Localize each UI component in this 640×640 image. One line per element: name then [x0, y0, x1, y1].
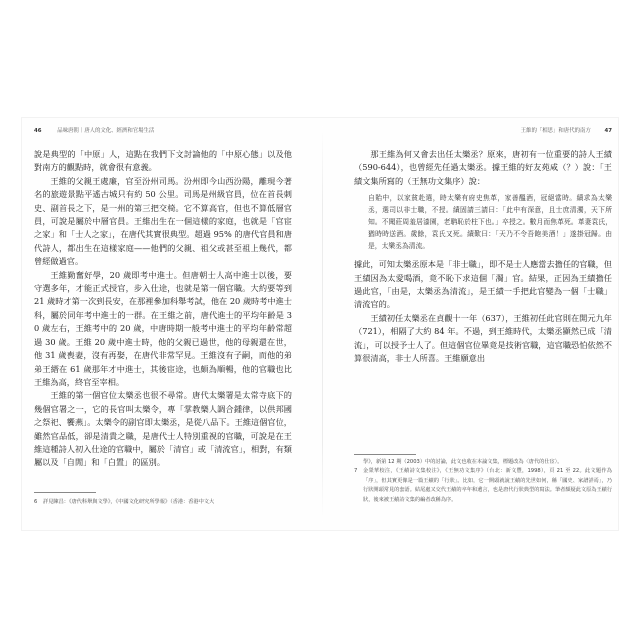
footnote-continued	[354, 458, 612, 467]
right-running-title: 王維的「相思」和唐代的南方	[520, 128, 591, 134]
footnote-text: 金榮華校注，《王績詩文集校注》，《王無功文集序》（台北：新文豐，1998），頁 21 至 22。此文題作為「序」，但其實更像是一篇王績的「行狀」。比如，它一開頭就說王績的先世如何，稱「國史、家譜詳焉」，乃行狀開頭常見的套語。結尾處又交代王績的卒年和遺言，也是唐代行狀典型的寫法。筆者頗疑此文原為王績行狀，後來被王績詩文集的編者改稱為序。	[363, 468, 613, 503]
footnote-mark: 6	[34, 499, 38, 505]
book-gutter	[322, 126, 323, 522]
footnote-text: 詳見陳昌：《唐代科舉與文學》，《中國文化研究所學報》（香港：香港中文大	[43, 499, 215, 505]
left-page	[34, 118, 292, 530]
right-footnote-rule	[354, 454, 416, 455]
right-paragraph-2: 據此，可知太樂丞原本是「非士職」，即不是士人應當去擔任的官職，但王績因為太愛喝酒，竟不恥下求這個「濁」官。結果，正因為王績擔任過此官，「由是，太樂丞為清流」，是王績一手把此官變為一個「士職」清流官的。	[354, 259, 612, 310]
footnote-7	[354, 467, 612, 505]
left-running-head	[34, 126, 292, 136]
right-running-head	[354, 126, 612, 136]
right-page-number: 47	[604, 128, 612, 134]
left-body-text	[34, 148, 292, 470]
footnote-text: 學》，新第 12 期（2003）中的討論，此文也收在本論文集，標題改為〈唐代的仕宦〉。	[363, 459, 563, 465]
left-paragraph-3: 王維勤奮好學，20 歲即考中進士。但唐朝士人高中進士以後，要守選多年，才能正式授官，步入仕途，也就是第一個官職。大約要等到 21 歲時才第一次到長安，在那裡參加科舉考試，他在 20 歲時考中進士科，屬於同年考中進士的一群。在王維之前，唐代進士的平均年齡是 30 歲左右，王維考中的 20 歲，中唐時期一般考中進士的平均年齡常超過 30 歲。王維 20 歲中進士時，他的父親已過世，他的母親還在世，他 31 歲喪妻，沒有再娶，在唐代非常罕見。王維沒有子嗣，而他的弟弟王縉在 61 歲那年才中進士，其後宦途，也頗為順暢，他的官職也比王維為高，終官至宰相。	[34, 269, 292, 387]
left-paragraph-4: 王維的第一個官位太樂丞也很不尋常。唐代太樂署是太常寺底下的幾個官署之一，它的長官叫太樂令，專「掌教樂人調合鍾律，以供邦國之祭祀、饗燕」。太樂令的副官即太樂丞，是從八品下。王維這個官位，雖然官品低，卻是清貴之職，是唐代士人特別重視的官職，可說是在王維這種詩人初入仕途的官職中，屬於「清官」或「清流官」，相對，有類屬以及「自閒」和「白置」的區別。	[34, 390, 292, 468]
right-footnotes	[354, 458, 612, 505]
footnote-6	[34, 498, 292, 507]
right-page	[354, 118, 612, 530]
left-footnote-rule	[34, 492, 96, 493]
left-running-title: 品味唐朝｜唐人的文化、經濟和官場生活	[57, 128, 155, 134]
book-spread	[22, 118, 618, 530]
right-paragraph-1: 那王維為何又會去出任太樂丞？原來，唐初有一位重要的詩人王績（590-644），也曾經先任過太樂丞。據王維的好友苑咸（？）說：「王績文集所寫的（王無功文集序）說：	[354, 149, 612, 186]
left-footnotes	[34, 498, 292, 507]
block-quote: 自貽中，以家貧赴選，時太樂有府史焦革，家善醞酒，冠絕當時。績求為太樂丞，選司以非士職，不授。績固請三請曰：「此中有深意，且士庶清濁，天下所知。不聞莊周羞居漆園，老聃恥於柱下也。」卒授之。數月而焦革死。革妻袁氏，猶時時送酒。歲餘，袁氏又死。績歎曰：「天乃不令吾飽美酒！」遂掛冠歸。由是，太樂丞為清流。	[368, 194, 612, 251]
footnote-mark	[354, 458, 363, 467]
right-body-text	[354, 148, 612, 365]
left-paragraph-1: 說是典型的「中原」人，這點在我們下文討論他的「中原心態」以及他對南方的觀點時，就會很有意義。	[34, 149, 292, 173]
right-paragraph-3: 王績初任太樂丞在貞觀十一年（637），王維初任此官則在開元九年（721），相隔了大約 84 年。不過，到王維時代，太樂丞顯然已成「清流」，可以授予士人了。但這個官位畢竟是技術官職，這官職恐怕依然不算很清高，非士人所喜。王維願意出	[354, 312, 612, 364]
footnote-mark: 7	[354, 468, 358, 475]
left-paragraph-2: 王維的父親王處廉，官至汾州司馬。汾州即今山西汾陽，離現今著名的旅遊景點平遙古城只有約 50 公里。司馬是州級官員，位在首長刺史、副首長之下，是一州的第三把交椅。它不算高官，但也不算低層官員，可說是屬於中層官員。王維出生在一個這樣的家庭，也就是「官宦之家」和「士人之家」，在唐代其實很典型。超過 95% 的唐代官員和唐代詩人，都出生在這樣家庭——他們的父親、祖父或甚至祖上幾代，都曾經做過官。	[34, 175, 292, 267]
left-page-number: 46	[34, 128, 42, 134]
